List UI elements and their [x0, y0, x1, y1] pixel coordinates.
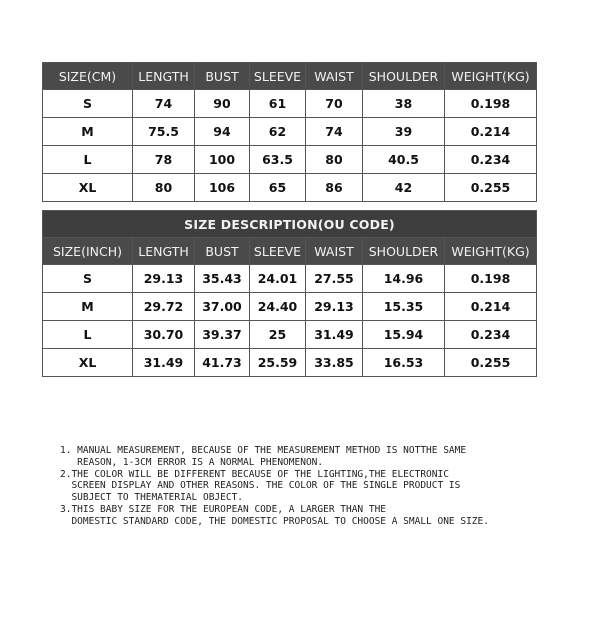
- table-cell: 16.53: [363, 349, 445, 377]
- header-cell: BUST: [195, 238, 250, 265]
- table-cell: 33.85: [306, 349, 363, 377]
- table-row: [43, 321, 537, 349]
- table-cell: 24.40: [250, 293, 306, 321]
- table-cell: 37.00: [195, 293, 250, 321]
- table-cell: 0.198: [445, 90, 537, 118]
- header-cell: BUST: [195, 63, 250, 90]
- table-cell: 94: [195, 118, 250, 146]
- table-header-row: [43, 63, 537, 90]
- table-cell: 25.59: [250, 349, 306, 377]
- table-cell: 30.70: [133, 321, 195, 349]
- table-cell: 29.13: [306, 293, 363, 321]
- table-cell: 29.72: [133, 293, 195, 321]
- table-cell: 15.35: [363, 293, 445, 321]
- table-cell: 35.43: [195, 265, 250, 293]
- table-cell: 29.13: [133, 265, 195, 293]
- table-row: [43, 174, 537, 202]
- table-cell: 39: [363, 118, 445, 146]
- table-cell: 0.255: [445, 174, 537, 202]
- table-cell: 63.5: [250, 146, 306, 174]
- table-cell: 14.96: [363, 265, 445, 293]
- table-cell: 41.73: [195, 349, 250, 377]
- table-cell: 86: [306, 174, 363, 202]
- table-row: [43, 265, 537, 293]
- header-cell: LENGTH: [133, 63, 195, 90]
- table-cell: 25: [250, 321, 306, 349]
- table-cell: 70: [306, 90, 363, 118]
- table-cell: M: [43, 293, 133, 321]
- table-cell: 15.94: [363, 321, 445, 349]
- measurement-notes: [60, 445, 540, 528]
- table-cell: 74: [306, 118, 363, 146]
- note-line: DOMESTIC STANDARD CODE, THE DOMESTIC PROPOSAL TO CHOOSE A SMALL ONE SIZE.: [60, 515, 489, 527]
- table-cell: L: [43, 321, 133, 349]
- header-cell: SHOULDER: [363, 63, 445, 90]
- table-cell: L: [43, 146, 133, 174]
- header-cell: SIZE(INCH): [43, 238, 133, 265]
- header-cell: SIZE(CM): [43, 63, 133, 90]
- table-cell: 27.55: [306, 265, 363, 293]
- table-cell: 65: [250, 174, 306, 202]
- table-cell: 31.49: [133, 349, 195, 377]
- table-row: [43, 90, 537, 118]
- table-cell: 80: [133, 174, 195, 202]
- table-cell: 0.255: [445, 349, 537, 377]
- table-cell: 0.214: [445, 293, 537, 321]
- table-cell: XL: [43, 174, 133, 202]
- table-cell: 74: [133, 90, 195, 118]
- table-cell: S: [43, 90, 133, 118]
- table-row: [43, 118, 537, 146]
- header-cell: SHOULDER: [363, 238, 445, 265]
- note-line: REASON, 1-3CM ERROR IS A NORMAL PHENOMENON.: [60, 456, 324, 468]
- table-header-row: [43, 238, 537, 265]
- note-line: 1. MANUAL MEASUREMENT, BECAUSE OF THE MEASUREMENT METHOD IS NOTTHE SAME: [60, 445, 467, 456]
- header-cell: SLEEVE: [250, 63, 306, 90]
- header-cell: WEIGHT(KG): [445, 238, 537, 265]
- header-cell: SLEEVE: [250, 238, 306, 265]
- table-cell: 0.234: [445, 321, 537, 349]
- table-row: [43, 349, 537, 377]
- table-cell: M: [43, 118, 133, 146]
- table-title: SIZE DESCRIPTION(OU CODE): [43, 211, 537, 238]
- table-cell: 78: [133, 146, 195, 174]
- header-cell: WEIGHT(KG): [445, 63, 537, 90]
- table-cell: 75.5: [133, 118, 195, 146]
- table-title-row: [43, 211, 537, 238]
- size-table-cm: [42, 62, 537, 202]
- table-cell: 40.5: [363, 146, 445, 174]
- note-line: 3.THIS BABY SIZE FOR THE EUROPEAN CODE, A LARGER THAN THE: [60, 503, 387, 515]
- table-cell: 24.01: [250, 265, 306, 293]
- table-cell: XL: [43, 349, 133, 377]
- table-cell: 62: [250, 118, 306, 146]
- table-cell: 31.49: [306, 321, 363, 349]
- table-cell: 0.214: [445, 118, 537, 146]
- table-row: [43, 293, 537, 321]
- header-cell: LENGTH: [133, 238, 195, 265]
- header-cell: WAIST: [306, 63, 363, 90]
- table-row: [43, 146, 537, 174]
- table-cell: S: [43, 265, 133, 293]
- table-cell: 38: [363, 90, 445, 118]
- table-cell: 80: [306, 146, 363, 174]
- table-cell: 100: [195, 146, 250, 174]
- table-cell: 0.234: [445, 146, 537, 174]
- table-cell: 61: [250, 90, 306, 118]
- note-line: SCREEN DISPLAY AND OTHER REASONS. THE COLOR OF THE SINGLE PRODUCT IS: [60, 480, 461, 492]
- table-cell: 90: [195, 90, 250, 118]
- header-cell: WAIST: [306, 238, 363, 265]
- table-cell: 0.198: [445, 265, 537, 293]
- table-cell: 42: [363, 174, 445, 202]
- note-line: 2.THE COLOR WILL BE DIFFERENT BECAUSE OF THE LIGHTING,THE ELECTRONIC: [60, 468, 449, 480]
- table-cell: 106: [195, 174, 250, 202]
- table-cell: 39.37: [195, 321, 250, 349]
- note-line: SUBJECT TO THEMATERIAL OBJECT.: [60, 492, 244, 504]
- size-table-inch: [42, 210, 537, 377]
